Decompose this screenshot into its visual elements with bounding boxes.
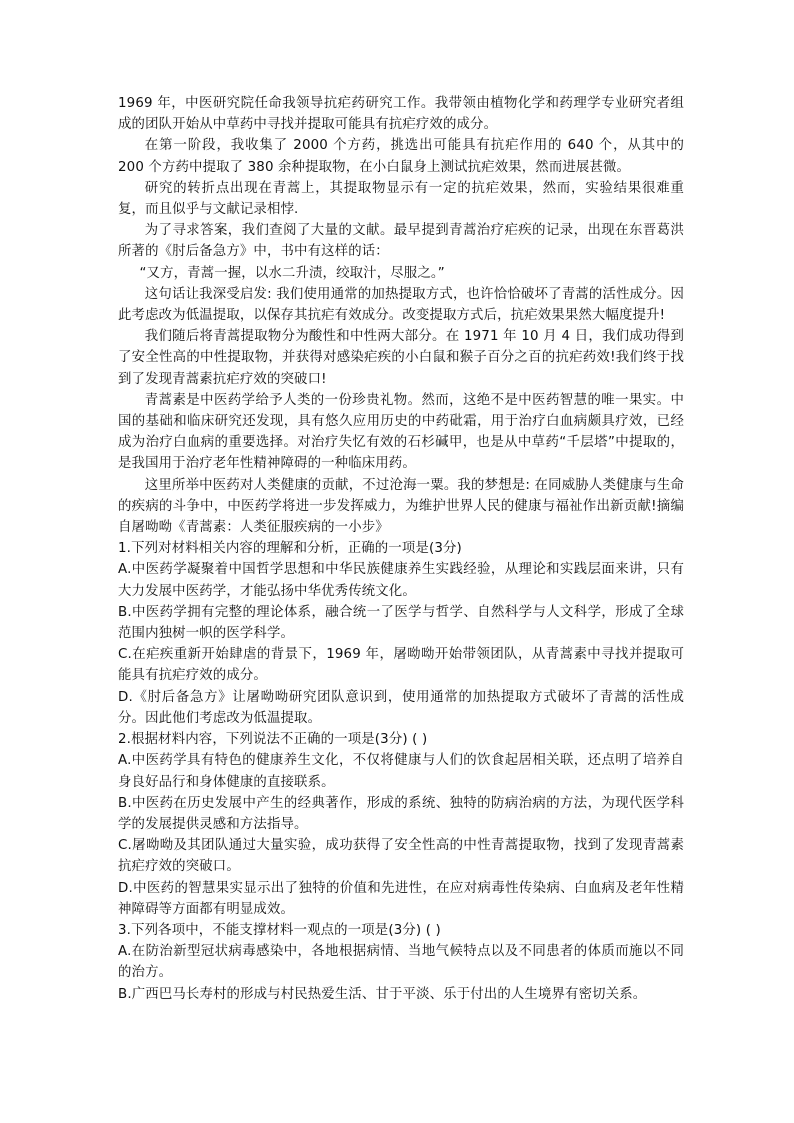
question-1-option-d: D.《肘后备急方》让屠呦呦研究团队意识到，使用通常的加热提取方式破坏了青蒿的活性成分。因此他们考虑改为低温提取。 — [118, 689, 684, 726]
question-3-stem: 3.下列各项中，不能支撑材料一观点的一项是(3分) ( ) — [118, 922, 441, 938]
passage-quote: “又方，青蒿一握，以水二升渍，绞取汁，尽服之。” — [139, 265, 445, 281]
question-3-option-a: A.在防治新型冠状病毒感染中，各地根据病情、当地气候特点以及不同患者的体质而施以不同的治方。 — [118, 944, 684, 981]
passage-paragraph-3: 研究的转折点出现在青蒿上，其提取物显示有一定的抗疟效果，然而，实验结果很难重复，而且似乎与文献记录相悖. — [118, 180, 684, 218]
passage-paragraph-9: 这里所举中医药对人类健康的贡献，不过沧海一粟。我的梦想是: 在同威胁人类健康与生命的疾病的斗争中，中医药学将进一步发挥威力，为维护世界人民的健康与福祉作出新贡献!摘编自屠呦呦《青蒿素：人类征服疾病的一小步》 — [118, 477, 684, 536]
question-3-option-b: B.广西巴马长寿村的形成与村民热爱生活、甘于平淡、乐于付出的人生境界有密切关系。 — [118, 986, 647, 1002]
passage-paragraph-8: 青蒿素是中医药学给予人类的一份珍贵礼物。然而，这绝不是中医药智慧的唯一果实。中国的基础和临床研究还发现，具有悠久应用历史的中药砒霜，用于治疗白血病颇具疗效，已经成为治疗白血病的重要选择。对治疗失忆有效的石杉碱甲，也是从中草药“千层塔”中提取的，是我国用于治疗老年性精神障碍的一种临床用药。 — [118, 392, 684, 472]
question-1-option-b: B.中医药学拥有完整的理论体系，融合统一了医学与哲学、自然科学与人文科学，形成了全球范围内独树一帜的医学科学。 — [118, 604, 684, 642]
document-body — [118, 93, 684, 1005]
passage-paragraph-6: 这句话让我深受启发: 我们使用通常的加热提取方式，也许恰恰破坏了青蒿的活性成分。因此考虑改为低温提取，以保存其抗疟有效成分。改变提取方式后，抗疟效果果然大幅度提升! — [118, 286, 684, 324]
passage-paragraph-2: 在第一阶段，我收集了 2000 个方药，挑选出可能具有抗疟作用的 640 个，从其中的 200 个方药中提取了 380 余种提取物，在小白鼠身上测试抗疟效果，然而进展甚微。 — [118, 138, 684, 175]
question-2-stem: 2.根据材料内容，下列说法不正确的一项是(3分) ( ) — [118, 732, 428, 748]
passage-paragraph-1: 1969 年，中医研究院任命我领导抗疟药研究工作。我带领由植物化学和药理学专业研究者组成的团队开始从中草药中寻找并提取可能具有抗疟疗效的成分。 — [118, 96, 684, 133]
question-2-option-b: B.中医药在历史发展中产生的经典著作，形成的系统、独特的防病治病的方法，为现代医学科学的发展提供灵感和方法指导。 — [118, 795, 684, 832]
question-2-option-c: C.屠呦呦及其团队通过大量实验，成功获得了安全性高的中性青蒿提取物，找到了发现青蒿素抗疟疗效的突破口。 — [118, 838, 684, 875]
passage-paragraph-7: 我们随后将青蒿提取物分为酸性和中性两大部分。在 1971 年 10 月 4 日，我们成功得到了安全性高的中性提取物，并获得对感染疟疾的小白鼠和猴子百分之百的抗疟药效!我们终于找到了发现青蒿素抗疟疗效的突破口! — [118, 329, 684, 387]
question-2-option-d: D.中医药的智慧果实显示出了独特的价值和先进性，在应对病毒性传染病、白血病及老年性精神障碍等方面都有明显成效。 — [118, 880, 684, 917]
question-2-option-a: A.中医药学具有特色的健康养生文化，不仅将健康与人们的饮食起居相关联，还点明了培养自身良好品行和身体健康的直接联系。 — [118, 753, 684, 790]
question-1-stem: 1.下列对材料相关内容的理解和分析，正确的一项是(3分) — [118, 541, 462, 557]
question-1-option-a: A.中医药学凝聚着中国哲学思想和中华民族健康养生实践经验，从理论和实践层面来讲，只有大力发展中医药学，才能弘扬中华优秀传统文化。 — [118, 562, 684, 599]
passage-paragraph-4: 为了寻求答案，我们查阅了大量的文献。最早提到青蒿治疗疟疾的记录，出现在东晋葛洪所著的《肘后备急方》中，书中有这样的话： — [118, 223, 684, 260]
question-1-option-c: C.在疟疾重新开始肆虐的背景下，1969 年，屠呦呦开始带领团队，从青蒿素中寻找并提取可能具有抗疟疗效的成分。 — [118, 647, 684, 684]
